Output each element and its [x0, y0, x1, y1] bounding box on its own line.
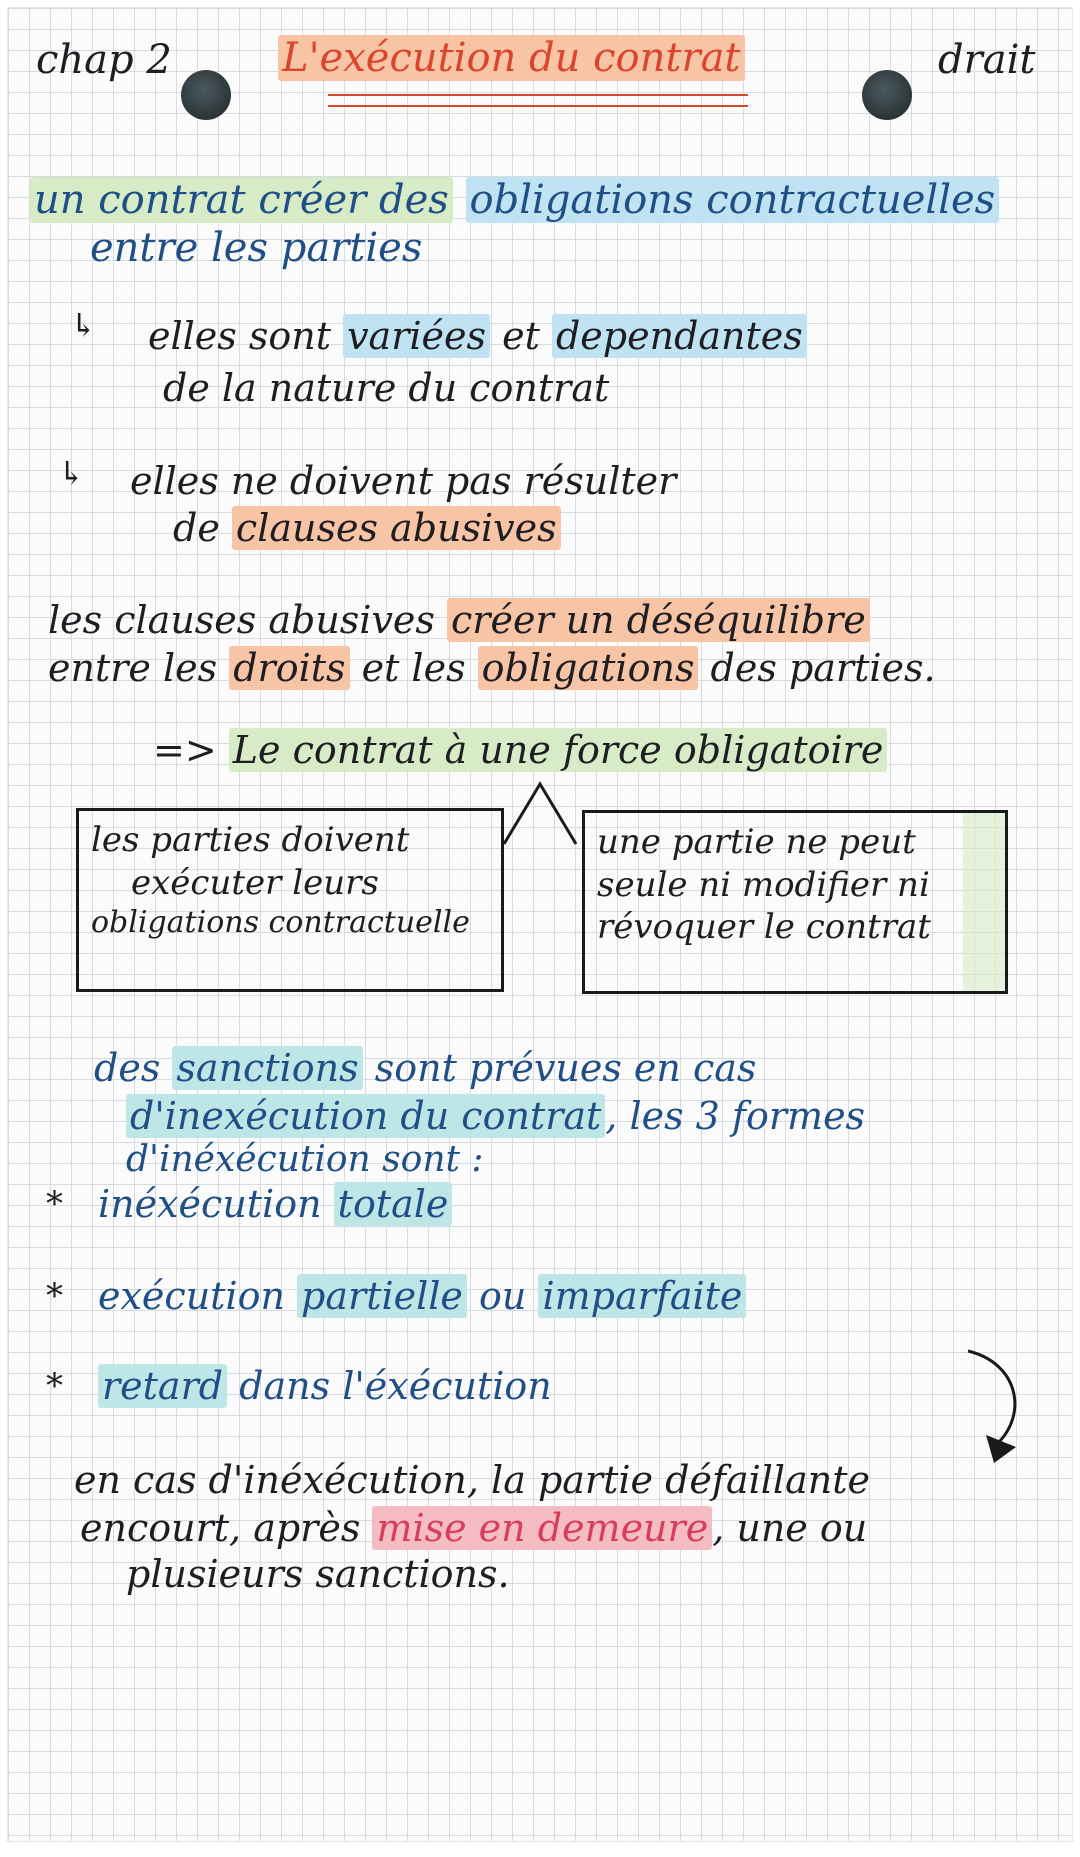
binder-hole-right: [862, 70, 912, 120]
form-2-b: partielle: [297, 1274, 467, 1318]
notebook-page: [8, 8, 1072, 1841]
box-left-line-1: les parties doivent: [91, 820, 410, 860]
point1-text-b: variées: [343, 314, 490, 358]
sanctions-text-c: sont prévues en cas: [374, 1046, 757, 1090]
subject-label: drait: [938, 37, 1036, 83]
conclusion-line-3: plusieurs sanctions.: [126, 1552, 510, 1596]
box-left-line-3: obligations contractuelle: [91, 905, 470, 940]
sanctions-text-e: , les 3 formes: [605, 1094, 866, 1138]
intro-text-a: un contrat créer des: [30, 177, 453, 223]
box-left-line-2: exécuter leurs: [131, 862, 379, 903]
clauses-line-1: [48, 600, 870, 642]
point2-text-b: clauses abusives: [232, 506, 561, 550]
star-bullet-2: *: [46, 1276, 63, 1316]
chapter-label: chap 2: [36, 37, 172, 83]
point1-text-a: elles sont: [148, 314, 331, 358]
clauses-text-d: droits: [229, 646, 349, 690]
point2-line-1: elles ne doivent pas résulter: [130, 459, 677, 503]
sanctions-text-a: des: [94, 1046, 161, 1090]
conclusion-line-1: en cas d'inéxécution, la partie défaillante: [74, 1458, 870, 1502]
page-title-text: L'exécution du contrat: [278, 35, 745, 81]
conclusion-line-2: [80, 1508, 867, 1550]
title-underline-1: [328, 94, 748, 96]
clauses-text-b: créer un déséquilibre: [447, 598, 870, 642]
clauses-text-g: des parties.: [710, 646, 936, 690]
form-2: [98, 1276, 746, 1318]
box-right-line-1: une partie ne peut: [597, 822, 916, 862]
implies-arrow: =>: [153, 728, 217, 772]
page-title: [278, 36, 745, 80]
sanctions-text-b: sanctions: [172, 1046, 362, 1090]
box-left: [76, 808, 504, 992]
point1-text-d: dependantes: [552, 314, 807, 358]
point1-text-c: et: [502, 314, 540, 358]
clauses-text-e: et les: [361, 646, 466, 690]
conclusion-text-b: mise en demeure: [372, 1506, 712, 1550]
sanctions-line-2: [126, 1096, 865, 1138]
point2-line-2: [173, 508, 561, 550]
form-2-d: imparfaite: [538, 1274, 746, 1318]
intro-line-1: [30, 178, 999, 222]
conclusion-text-a: encourt, après: [80, 1506, 361, 1550]
binder-hole-left: [181, 70, 231, 120]
curved-arrow-icon: [958, 1343, 1038, 1463]
sanctions-line-3: d'inéxécution sont :: [126, 1139, 484, 1180]
form-3-b: dans l'éxécution: [239, 1364, 552, 1408]
conclusion-text-c: , une ou: [712, 1506, 868, 1550]
intro-line-2: entre les parties: [90, 225, 423, 271]
title-underline-2: [328, 105, 748, 107]
sanctions-line-1: [94, 1048, 756, 1090]
clauses-line-2: [48, 648, 936, 690]
point1-line-2: de la nature du contrat: [163, 366, 610, 410]
form-3-a: retard: [98, 1364, 227, 1408]
form-2-c: ou: [479, 1274, 527, 1318]
star-bullet-1: *: [46, 1184, 63, 1224]
point1-line-1: [148, 316, 807, 358]
star-bullet-3: *: [46, 1366, 63, 1406]
point2-text-a: de: [173, 506, 220, 550]
intro-text-b: obligations contractuelles: [466, 177, 1000, 223]
clauses-text-f: obligations: [478, 646, 699, 690]
box-right: [582, 810, 1008, 994]
form-3: [98, 1366, 552, 1408]
form-1: [98, 1184, 452, 1226]
force-text: Le contrat à une force obligatoire: [229, 728, 888, 772]
form-2-a: exécution: [98, 1274, 285, 1318]
sanctions-text-d: d'inexécution du contrat: [126, 1094, 605, 1138]
clauses-text-a: les clauses abusives: [48, 598, 435, 642]
arrow-bullet-2: ↳: [58, 454, 85, 492]
clauses-text-c: entre les: [48, 646, 218, 690]
caret-connector-icon: [500, 778, 580, 848]
form-1-a: inéxécution: [98, 1182, 322, 1226]
box-right-line-2: seule ni modifier ni: [597, 864, 930, 905]
force-line: [153, 730, 887, 772]
box-right-line-3: révoquer le contrat: [597, 907, 931, 947]
form-1-b: totale: [334, 1182, 453, 1226]
arrow-bullet-1: ↳: [70, 306, 97, 344]
